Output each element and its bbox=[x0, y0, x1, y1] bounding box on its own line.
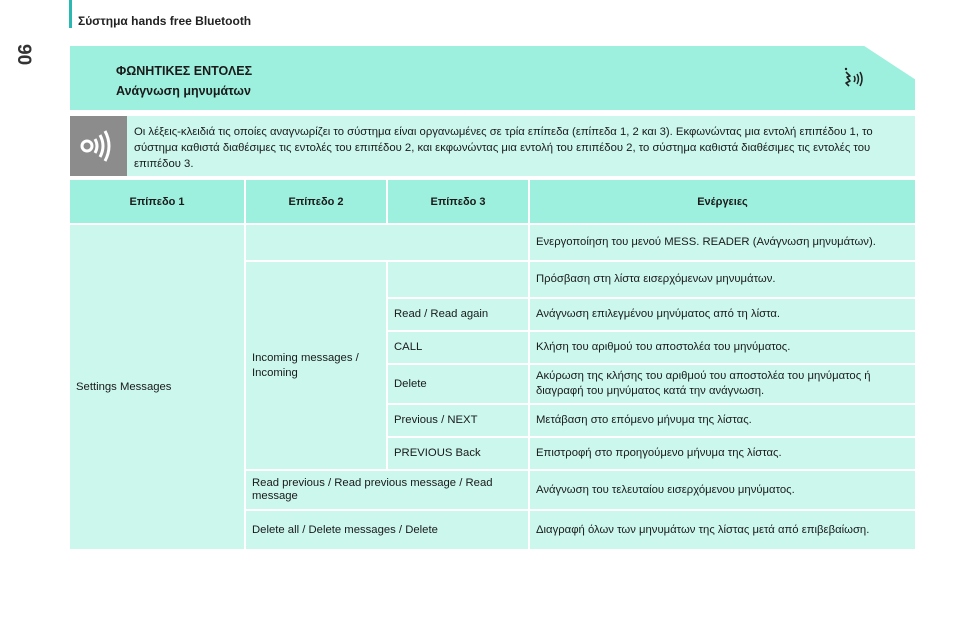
action-cell: Επιστροφή στο προηγούμενο μήνυμα της λίστας. bbox=[530, 438, 915, 469]
level3-cell: Read / Read again bbox=[388, 299, 528, 330]
header-level-1: Επίπεδο 1 bbox=[70, 180, 244, 223]
level3-cell: PREVIOUS Back bbox=[388, 438, 528, 469]
action-cell: Μετάβαση στο επόμενο μήνυμα της λίστας. bbox=[530, 405, 915, 436]
page-number: 90 bbox=[13, 44, 34, 66]
header-title: Σύστημα hands free Bluetooth bbox=[78, 14, 252, 28]
empty-cell bbox=[388, 262, 528, 297]
level3-cell: Delete bbox=[388, 365, 528, 403]
action-cell: Διαγραφή όλων των μηνυμάτων της λίστας μετά από επιβεβαίωση. bbox=[530, 511, 915, 549]
voice-command-icon bbox=[842, 66, 868, 92]
speaker-sound-icon bbox=[80, 130, 116, 162]
voice-commands-table bbox=[68, 178, 917, 551]
intro-text: Οι λέξεις-κλειδιά τις οποίες αναγνωρίζει το σύστημα είναι οργανωμένες σε τρία επίπεδα (επίπεδα 1, 2 και 3). Εκφωνώντας μια εντολή επιπέδου 1, το σύστημα καθιστά διαθέσιμες τις εντολές του επιπέδου 2, και εκφωνώντας μια εντολή του επιπέδου 2, το σύστημα καθιστά διαθέσιμες τις εντολές του επιπέδου 3. bbox=[134, 126, 873, 170]
header-actions: Ενέργειες bbox=[530, 180, 915, 223]
table-header-row bbox=[70, 180, 915, 223]
action-cell: Ακύρωση της κλήσης του αριθμού του αποστολέα του μηνύματος ή διαγραφή του μηνύματος κατά την ανάγνωση. bbox=[530, 365, 915, 403]
action-cell: Ενεργοποίηση του μενού MESS. READER (Ανάγνωση μηνυμάτων). bbox=[530, 225, 915, 260]
level3-cell: CALL bbox=[388, 332, 528, 363]
level2-cell: Delete all / Delete messages / Delete bbox=[246, 511, 528, 549]
banner-title: ΦΩΝΗΤΙΚΕΣ ΕΝΤΟΛΕΣ bbox=[116, 64, 253, 78]
level1-settings-messages: Settings Messages bbox=[70, 225, 244, 549]
header-rule bbox=[69, 0, 72, 28]
section-banner bbox=[70, 46, 915, 110]
level3-cell: Previous / NEXT bbox=[388, 405, 528, 436]
action-cell: Ανάγνωση επιλεγμένου μηνύματος από τη λίστα. bbox=[530, 299, 915, 330]
empty-cell bbox=[246, 225, 528, 260]
action-cell: Πρόσβαση στη λίστα εισερχόμενων μηνυμάτων. bbox=[530, 262, 915, 297]
banner-subtitle: Ανάγνωση μηνυμάτων bbox=[116, 84, 251, 98]
header-level-2: Επίπεδο 2 bbox=[246, 180, 386, 223]
intro-icon-box bbox=[70, 116, 127, 176]
header-level-3: Επίπεδο 3 bbox=[388, 180, 528, 223]
action-cell: Ανάγνωση του τελευταίου εισερχόμενου μηνύματος. bbox=[530, 471, 915, 509]
action-cell: Κλήση του αριθμού του αποστολέα του μηνύματος. bbox=[530, 332, 915, 363]
level2-incoming: Incoming messages / Incoming bbox=[246, 262, 386, 469]
table-row bbox=[70, 225, 915, 260]
level2-cell: Read previous / Read previous message / Read message bbox=[246, 471, 528, 509]
